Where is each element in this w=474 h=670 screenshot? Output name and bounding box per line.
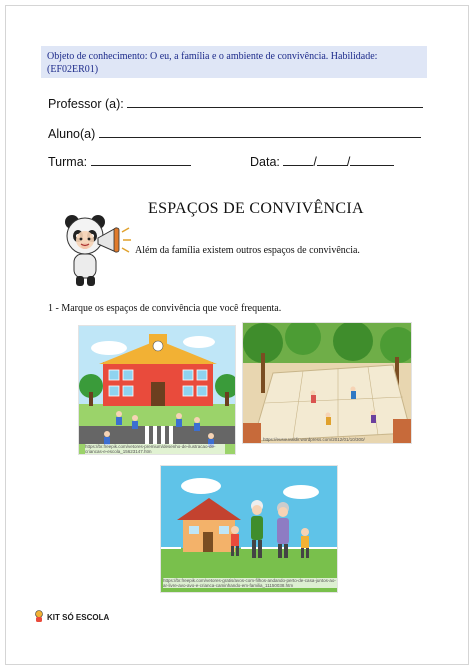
intro-text: Além da família existem outros espaços de convivência. — [135, 245, 360, 256]
family-credit: https://br.freepik.com/vetores-gratis/avos-com-filhos-andando-perto-de-casa-juntos-ao-ar-livre-avo-avo-e-crianca-caminhando-em-familia_11150038.htm — [163, 578, 336, 588]
professor-field[interactable] — [48, 95, 423, 111]
professor-line[interactable] — [127, 95, 423, 108]
data-month-line[interactable] — [317, 153, 347, 166]
panda-mascot-icon — [58, 208, 133, 290]
park-illustration — [242, 322, 412, 444]
school-illustration — [78, 325, 236, 455]
family-illustration — [160, 465, 338, 593]
professor-label: Professor (a): — [48, 97, 124, 111]
aluno-label: Aluno(a) — [48, 127, 96, 141]
brand-mascot-icon — [34, 610, 44, 624]
data-year-line[interactable] — [350, 153, 394, 166]
data-field[interactable] — [250, 153, 394, 169]
question-text: 1 - Marque os espaços de convivência que você frequenta. — [48, 303, 282, 314]
data-sep1: / — [313, 155, 317, 169]
page-title: ESPAÇOS DE CONVIVÊNCIA — [148, 200, 364, 217]
aluno-field[interactable] — [48, 125, 421, 141]
data-label: Data: — [250, 155, 280, 169]
school-credit: https://br.freepik.com/vetores-premium/desenho-de-ilustracao-de-criancas-e-escola_15623147.htm — [85, 444, 225, 454]
park-credit: https://eusouvaldir.wordpress.com/2012/01/10/300/ — [263, 437, 365, 442]
aluno-line[interactable] — [99, 125, 421, 138]
turma-field[interactable] — [48, 153, 191, 169]
turma-label: Turma: — [48, 155, 88, 169]
footer-logo — [34, 610, 109, 624]
brand-name: KIT SÓ ESCOLA — [47, 612, 110, 622]
data-day-line[interactable] — [283, 153, 313, 166]
turma-line[interactable] — [91, 153, 191, 166]
header-box — [41, 46, 427, 78]
data-sep2: / — [346, 155, 351, 169]
header-text: Objeto de conhecimento: O eu, a família e o ambiente de convivência. Habilidade: (EF02ER01) — [47, 51, 378, 75]
